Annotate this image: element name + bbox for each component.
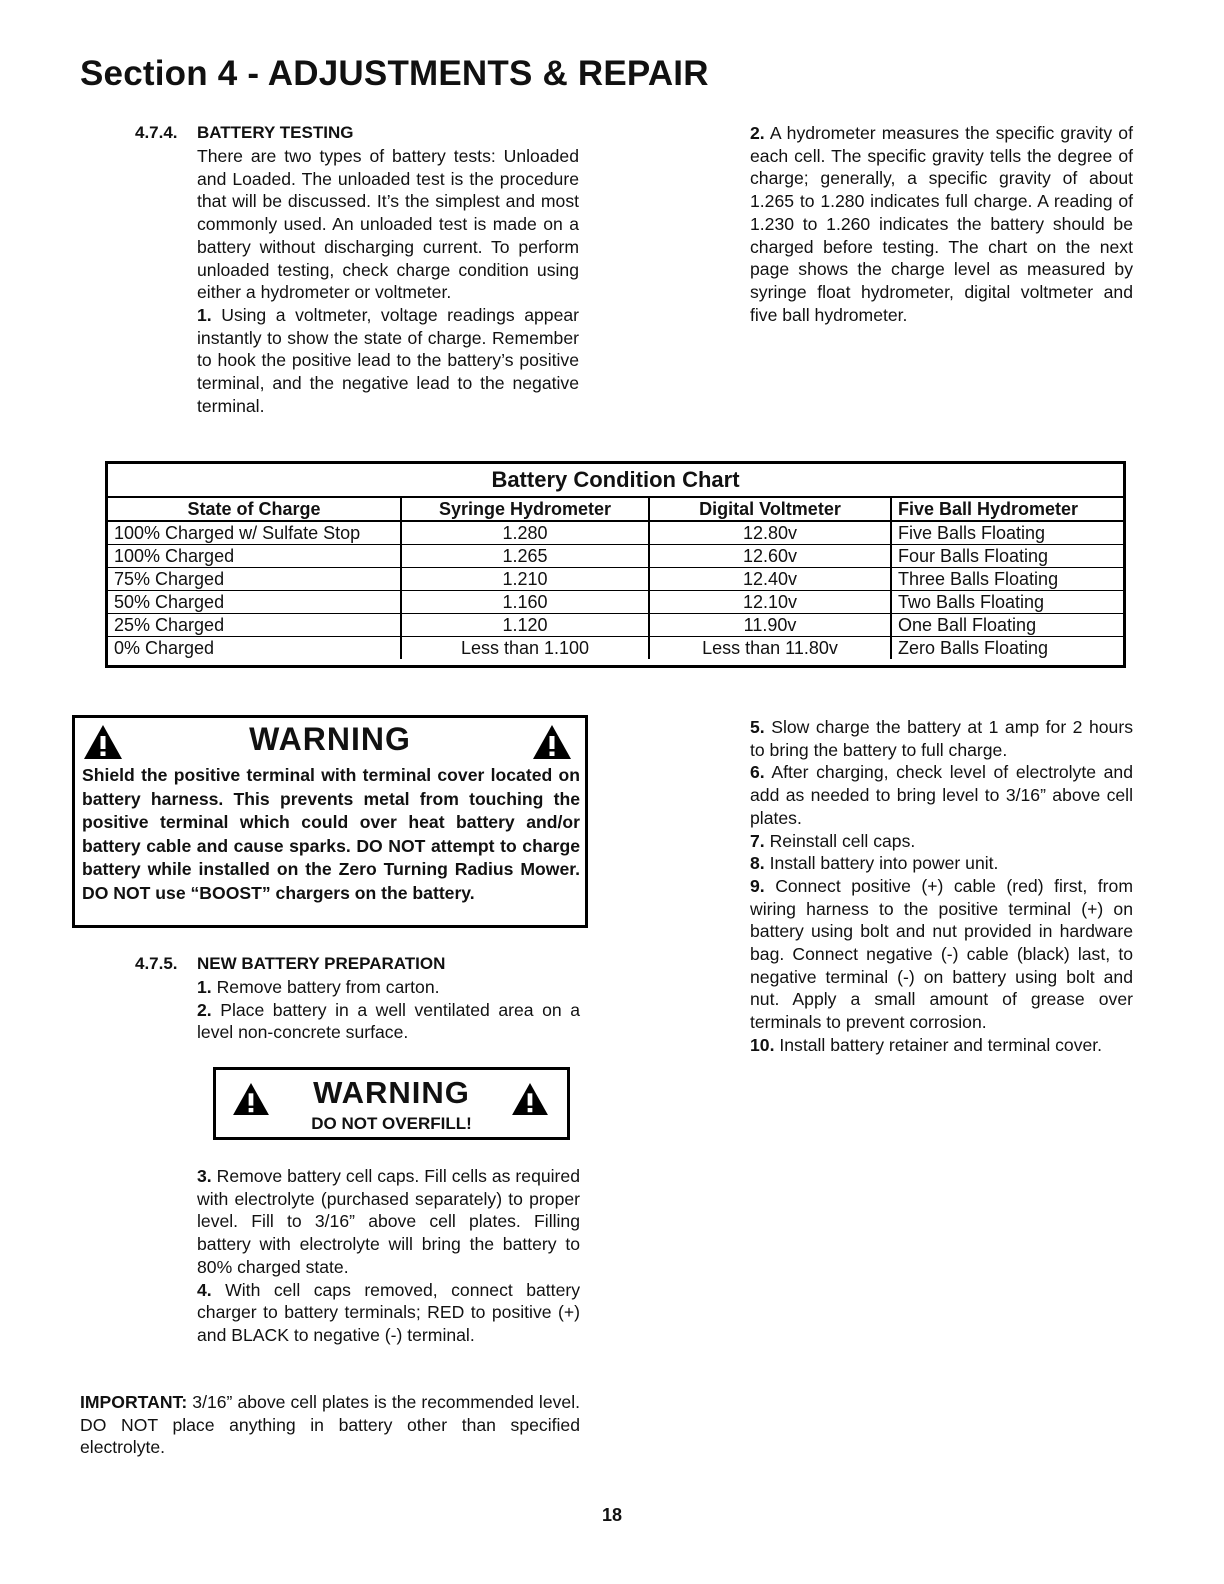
list-item: 6. After charging, check level of electrolyte and add as needed to bring level to 3/16” above cell plates. [750, 762, 1133, 828]
table-cell: 12.40v [649, 568, 891, 591]
battery-testing-step-1: 1. Using a voltmeter, voltage readings appear instantly to show the state of charge. Remember to hook the positive lead to the battery’s positive terminal, and the negative lead to the negative terminal. [197, 304, 579, 416]
section-title: Section 4 - ADJUSTMENTS & REPAIR [80, 54, 709, 93]
important-note: IMPORTANT: 3/16” above cell plates is the recommended level. DO NOT place anything in battery other than specified electrolyte. [80, 1392, 580, 1458]
table-cell: 1.210 [401, 568, 649, 591]
table-cell: 0% Charged [108, 637, 401, 660]
battery-testing-heading [135, 122, 353, 144]
warning-box-overfill [213, 1067, 570, 1140]
new-battery-steps [197, 976, 580, 1044]
table-row [108, 614, 1123, 637]
list-item: 10. Install battery retainer and terminal cover. [750, 1034, 1103, 1055]
table-cell: 1.160 [401, 591, 649, 614]
chart-column-header: Syringe Hydrometer [401, 497, 649, 521]
table-cell: 12.60v [649, 545, 891, 568]
battery-testing-title: BATTERY TESTING [197, 123, 354, 142]
battery-testing-number: 4.7.4. [135, 123, 178, 142]
warning-triangle-icon [532, 724, 572, 760]
list-item: 9. Connect positive (+) cable (red) first, from wiring harness to the positive terminal (+) on battery using bolt and nut provided in hardware bag. Connect negative (-) cable (black) last, to negative terminal (-) on battery using bolt and nut. Apply a small amount of grease over terminals to prevent corrosion. [750, 875, 1133, 1033]
table-row [108, 545, 1123, 568]
chart-column-header: State of Charge [108, 497, 401, 521]
list-item: 4. With cell caps removed, connect battery charger to battery terminals; RED to positive (+) and BLACK to negative (-) terminal. [197, 1279, 581, 1345]
battery-condition-chart [105, 461, 1126, 668]
table-cell: 1.280 [401, 521, 649, 545]
list-item: 7. Reinstall cell caps. [750, 830, 916, 851]
list-item: 8. Install battery into power unit. [750, 853, 999, 874]
table-cell: 25% Charged [108, 614, 401, 637]
chart-title: Battery Condition Chart [108, 464, 1123, 497]
new-battery-title: NEW BATTERY PREPARATION [197, 954, 446, 973]
new-battery-heading [135, 953, 445, 975]
table-cell: 50% Charged [108, 591, 401, 614]
warning-triangle-icon [511, 1082, 549, 1116]
chart-column-header: Digital Voltmeter [649, 497, 891, 521]
table-cell: Five Balls Floating [891, 521, 1123, 545]
table-cell: 100% Charged [108, 545, 401, 568]
list-item: 5. Slow charge the battery at 1 amp for 2 hours to bring the battery to full charge. [750, 717, 1133, 760]
table-cell: 11.90v [649, 614, 891, 637]
new-battery-number: 4.7.5. [135, 954, 178, 973]
table-cell: Zero Balls Floating [898, 638, 1049, 658]
battery-testing-intro: There are two types of battery tests: Unloaded and Loaded. The unloaded test is the procedure that will be discussed. It’s the simplest and most commonly used. An unloaded test is made on a battery without discharging current. To perform unloaded testing, check charge condition using either a hydrometer or voltmeter. [197, 146, 579, 303]
table-row [108, 568, 1123, 591]
table-row [108, 521, 1123, 545]
table-cell: 12.10v [649, 591, 891, 614]
warning-box-terminal [72, 715, 588, 928]
table-cell: 100% Charged w/ Sulfate Stop [108, 521, 401, 545]
list-item: 1. Remove battery from carton. [197, 977, 440, 997]
charging-steps [750, 716, 1133, 1057]
table-cell: Four Balls Floating [891, 545, 1123, 568]
table-cell: Less than 11.80v [649, 637, 891, 660]
table-row [108, 637, 1123, 660]
page-number: 18 [601, 1505, 623, 1525]
table-row [108, 591, 1123, 614]
table-cell: Two Balls Floating [891, 591, 1123, 614]
table-cell: 1.265 [401, 545, 649, 568]
table-cell: Three Balls Floating [891, 568, 1123, 591]
table-cell: 75% Charged [108, 568, 401, 591]
table-cell: 12.80v [649, 521, 891, 545]
battery-testing-step-2: 2. A hydrometer measures the specific gravity of each cell. The specific gravity tells the degree of charge; generally, a specific gravity of about 1.265 to 1.280 indicates full charge. A reading of 1.230 to 1.260 indicates the battery should be charged before testing. The chart on the next page shows the charge level as measured by syringe float hydrometer, digital voltmeter and five ball hydrometer. [750, 123, 1133, 325]
table-cell: Less than 1.100 [401, 637, 649, 660]
warning-subtitle: DO NOT OVERFILL! [311, 1114, 472, 1133]
warning-title: WARNING [313, 1075, 470, 1110]
table-cell: 1.120 [401, 614, 649, 637]
table-cell: One Ball Floating [891, 614, 1123, 637]
warning-text: Shield the positive terminal with terminal cover located on battery harness. This prevents metal from touching the positive terminal which could over heat battery and/or battery cable and cause sparks. DO NOT attempt to charge battery while installed on the Zero Turning Radius Mower. DO NOT use “BOOST” chargers on the battery. [82, 765, 580, 903]
warning-title: WARNING [249, 721, 411, 757]
list-item: 2. Place battery in a well ventilated area on a level non-concrete surface. [197, 999, 580, 1043]
battery-testing-body [197, 145, 579, 417]
chart-column-header: Five Ball Hydrometer [891, 497, 1123, 521]
fill-steps [197, 1165, 580, 1347]
list-item: 3. Remove battery cell caps. Fill cells as required with electrolyte (purchased separately) to proper level. Fill to 3/16” above cell plates. Filling battery with electrolyte will bring the battery to 80% charged state. [197, 1166, 580, 1277]
